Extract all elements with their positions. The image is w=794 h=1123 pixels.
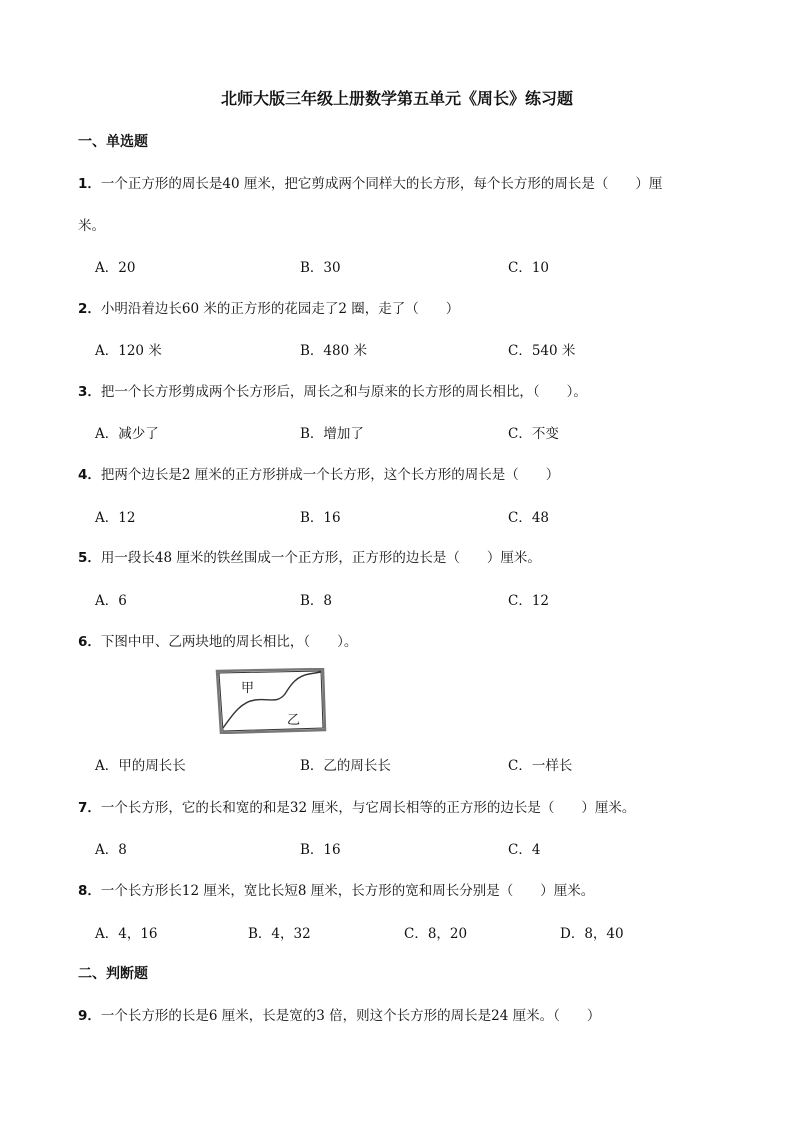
figure-inner-outline (219, 671, 323, 731)
question-8 (78, 879, 594, 899)
option-a[interactable]: A．12 (95, 510, 136, 526)
question-text: 用一段长48 厘米的铁丝围成一个正方形，正方形的边长是（ ）厘米。 (100, 550, 541, 566)
option-c[interactable]: C．10 (508, 260, 550, 276)
land-plot-figure (215, 668, 327, 734)
question-9 (78, 1004, 600, 1024)
question-text: 把两个边长是2 厘米的正方形拼成一个长方形，这个长方形的周长是（ ） (100, 467, 560, 483)
question-number: 5． (78, 550, 101, 566)
question-5 (78, 546, 541, 566)
question-text: 一个长方形的长是6 厘米，长是宽的3 倍，则这个长方形的周长是24 厘米。（ ） (100, 1008, 601, 1024)
question-6 (78, 630, 357, 650)
section-heading-true-false: 二、判断题 (78, 966, 148, 982)
question-text: 一个长方形，它的长和宽的和是32 厘米，与它周长相等的正方形的边长是（ ）厘米。 (100, 800, 636, 816)
question-number: 9． (78, 1008, 101, 1024)
option-a[interactable]: A．20 (95, 260, 136, 276)
question-number: 6． (78, 634, 101, 650)
option-a[interactable]: A．120 米 (95, 343, 162, 359)
question-number: 1． (78, 176, 101, 192)
question-number: 4． (78, 467, 101, 483)
question-text: 把一个长方形剪成两个长方形后，周长之和与原来的长方形的周长相比，（ ）。 (100, 384, 587, 400)
option-a[interactable]: A．减少了 (95, 426, 159, 442)
question-text: 一个正方形的周长是40 厘米，把它剪成两个同样大的长方形，每个长方形的周长是（ ）厘 (100, 176, 663, 192)
option-c[interactable]: C．48 (508, 510, 550, 526)
option-c[interactable]: C．12 (508, 593, 550, 609)
option-c[interactable]: C．8，20 (404, 926, 468, 942)
option-b[interactable]: B．480 米 (300, 343, 367, 359)
option-c[interactable]: C．不变 (508, 426, 559, 442)
question-3 (78, 380, 587, 400)
boundary-curve (223, 672, 321, 728)
option-c[interactable]: C．4 (508, 842, 541, 858)
question-7 (78, 796, 635, 816)
question-text: 一个长方形长12 厘米，宽比长短8 厘米，长方形的宽和周长分别是（ ）厘米。 (100, 883, 595, 899)
question-1-continued: 米。 (78, 218, 105, 234)
figure-label-yi: 乙 (287, 713, 301, 728)
question-number: 7． (78, 800, 101, 816)
question-text: 下图中甲、乙两块地的周长相比，（ ）。 (100, 634, 358, 650)
option-b[interactable]: B．4，32 (248, 926, 311, 942)
option-a[interactable]: A．甲的周长长 (95, 758, 186, 774)
question-number: 2． (78, 301, 101, 317)
figure-outline (217, 669, 325, 733)
option-b[interactable]: B．16 (300, 842, 341, 858)
option-a[interactable]: A．4，16 (95, 926, 158, 942)
question-1 (78, 172, 662, 192)
option-c[interactable]: C．540 米 (508, 343, 576, 359)
option-a[interactable]: A．6 (95, 593, 127, 609)
option-a[interactable]: A．8 (95, 842, 127, 858)
option-b[interactable]: B．30 (300, 260, 341, 276)
option-b[interactable]: B．8 (300, 593, 333, 609)
question-4 (78, 463, 559, 483)
figure-label-jia: 甲 (241, 681, 255, 696)
page-title: 北师大版三年级上册数学第五单元《周长》练习题 (220, 89, 573, 108)
option-b[interactable]: B．增加了 (300, 426, 364, 442)
question-2 (78, 297, 459, 317)
option-d[interactable]: D．8，40 (560, 926, 624, 942)
option-c[interactable]: C．一样长 (508, 758, 573, 774)
option-b[interactable]: B．16 (300, 510, 341, 526)
question-number: 8． (78, 883, 101, 899)
question-number: 3． (78, 384, 101, 400)
option-b[interactable]: B．乙的周长长 (300, 758, 391, 774)
question-text: 小明沿着边长60 米的正方形的花园走了2 圈，走了（ ） (100, 301, 460, 317)
section-heading-single-choice: 一、单选题 (78, 134, 148, 150)
